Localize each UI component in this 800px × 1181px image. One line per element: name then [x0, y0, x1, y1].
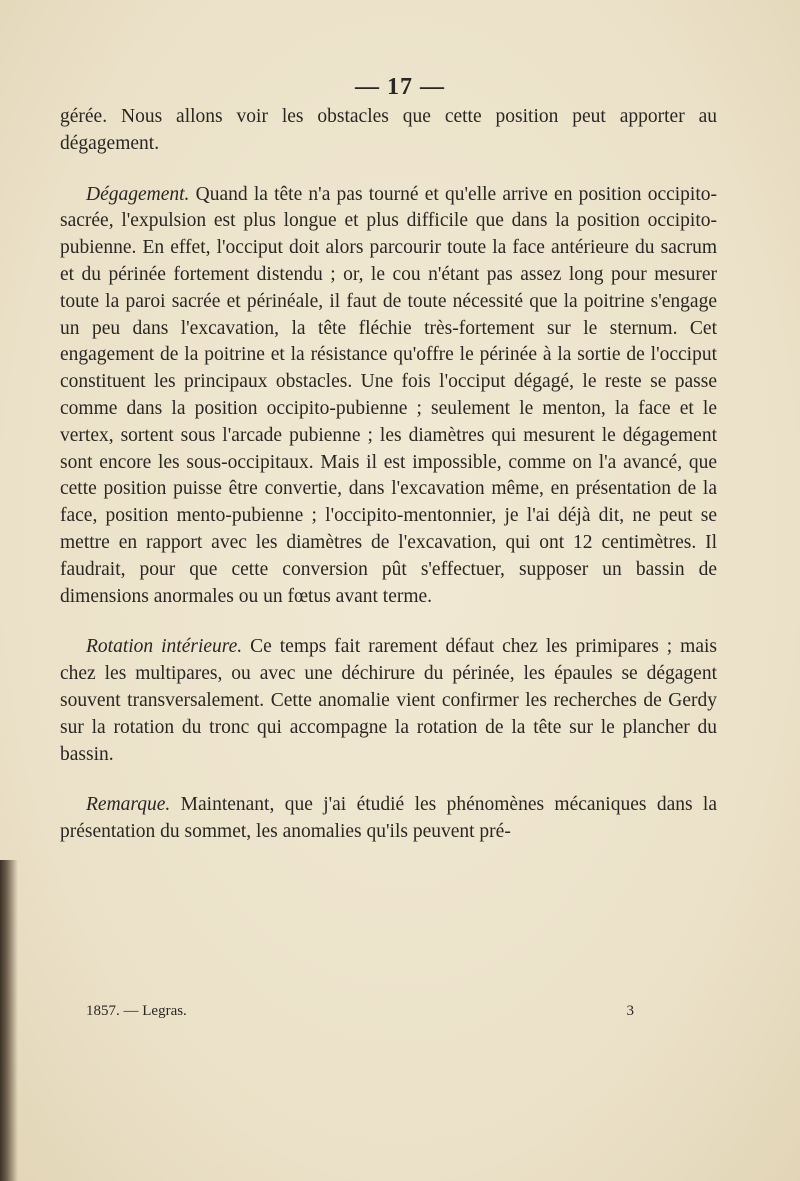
- paragraph-text: Ce temps fait rarement défaut chez les primipares ; mais chez les multipares, ou avec une déchirure du périnée, les épaules se dégagent souvent transversalement. Cette anomalie vient confirmer les recherches de Gerdy sur la rotation du tronc qui accompagne la rotation de la tête sur le plancher du bassin.: [60, 636, 717, 765]
- paragraph-degagement: [60, 182, 717, 611]
- paragraph-text: gérée. Nous allons voir les obstacles que cette position peut apporter au dégagement.: [60, 106, 717, 154]
- paragraph-lead: Dégagement.: [86, 183, 190, 205]
- paragraph-lead: Rotation intérieure.: [86, 636, 243, 658]
- sheet-number: 3: [626, 1003, 634, 1019]
- paragraph-text: Quand la tête n'a pas tourné et qu'elle arrive en position occipito-sacrée, l'expulsion est plus longue et plus difficile que dans la position occipito-pubienne. En effet, l'occiput doit alors parcourir toute la face antérieure du sacrum et du périnée fortement distendu ; or, le cou n'étant pas assez long pour mesurer toute la paroi sacrée et périnéale, il faut de toute nécessité que la poitrine s'engage un peu dans l'excavation, la tête fléchie très-fortement sur le sternum. Cet engagement de la poitrine et la résistance qu'offre le périnée à la sortie de l'occiput constituent les principaux obstacles. Une fois l'occiput dégagé, le reste se passe comme dans la position occipito-pubienne ; seulement le menton, la face et le vertex, sortent sous l'arcade pubienne ; les diamètres qui mesurent le dégagement sont encore les sous-occipitaux. Mais il est impossible, comme on l'a avancé, que cette position puisse être convertie, dans l'excavation même, en présentation de la face, position mento-pubienne ; l'occipito-mentonnier, je l'ai déjà dit, ne peut se mettre en rapport avec les diamètres de l'excavation, qui ont 12 centimètres. Il faudrait, pour que cette conversion pût s'effectuer, supposer un bassin de dimensions anormales ou un fœtus avant terme.: [60, 183, 717, 607]
- paragraph-lead: Remarque.: [86, 794, 171, 816]
- page-number: — 17 —: [355, 74, 445, 100]
- paragraph-remarque: [60, 792, 717, 846]
- paragraph-text: Maintenant, que j'ai étudié les phénomènes mécaniques dans la présentation du sommet, les anomalies qu'ils peuvent pré-: [60, 794, 717, 843]
- body-text: [60, 104, 717, 846]
- printer-signature: 1857. — Legras.: [86, 1003, 187, 1019]
- paragraph-continuation: [60, 104, 717, 158]
- paragraph-rotation: [60, 634, 717, 768]
- page-binding-shadow: [0, 860, 18, 1181]
